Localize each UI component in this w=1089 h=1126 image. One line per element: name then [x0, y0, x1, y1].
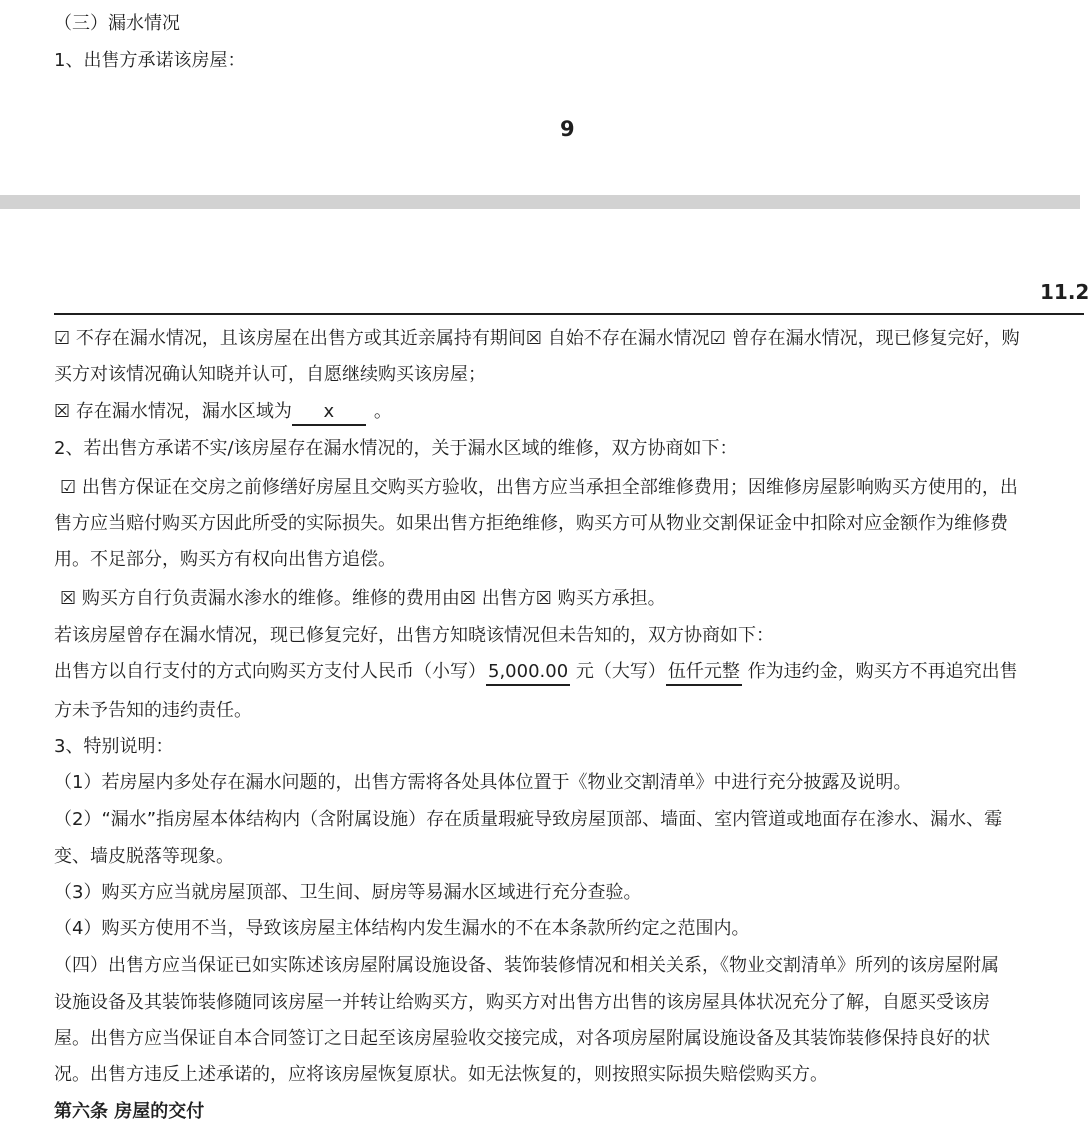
header-rule	[54, 313, 1084, 315]
special-notes-item: 3、特别说明：	[54, 736, 174, 757]
repaired-not-disclosed: 若该房屋曾存在漏水情况，现已修复完好，出售方知晓该情况但未告知的，双方协商如下：	[54, 625, 774, 646]
buyer-repair-option	[60, 585, 666, 613]
crossed-checkbox-icon[interactable]: ☒	[60, 588, 77, 609]
page-number: 9	[560, 117, 575, 141]
penalty-suffix: 作为违约金，购买方不再追究出售	[741, 661, 1018, 682]
leak-options-line	[54, 325, 1020, 353]
crossed-checkbox-icon[interactable]: ☒	[525, 328, 543, 349]
document-code: 11.2	[1040, 280, 1089, 304]
seller-repair-text-1: 出售方保证在交房之前修缮好房屋且交购买方验收，出售方应当承担全部维修费用；因维修房屋影响购买方使用的，出	[76, 477, 1018, 498]
penalty-line	[54, 658, 1018, 686]
crossed-checkbox-icon[interactable]: ☒	[535, 588, 552, 609]
seller-repair-text-3: 用。不足部分，购买方有权向出售方追偿。	[54, 549, 396, 570]
checked-checkbox-icon[interactable]: ☑	[54, 328, 71, 349]
penalty-prefix: 出售方以自行支付的方式向购买方支付人民币（小写）	[54, 661, 486, 682]
buyer-acknowledgement: 买方对该情况确认知晓并认可，自愿继续购买该房屋；	[54, 364, 486, 385]
period: 。	[373, 401, 392, 422]
option-no-leak-during-holding: 不存在漏水情况，且该房屋在出售方或其近亲属持有期间	[70, 328, 526, 349]
page-separator	[0, 195, 1080, 209]
option-leaked-repaired: 曾存在漏水情况，现已修复完好，购	[725, 328, 1020, 349]
option-leak-exists: 存在漏水情况，漏水区域为	[70, 401, 292, 422]
option-never-leaked: 自始不存在漏水情况	[542, 328, 710, 349]
note-1: （1）若房屋内多处存在漏水问题的，出售方需将各处具体位置于《物业交割清单》中进行充分披露及说明。	[54, 772, 912, 793]
cost-seller-option: 出售方	[476, 588, 536, 609]
penalty-amount-field[interactable]: 5,000.00	[486, 660, 570, 686]
note-3: （3）购买方应当就房屋顶部、卫生间、厨房等易漏水区域进行充分查验。	[54, 882, 642, 903]
crossed-checkbox-icon[interactable]: ☒	[54, 401, 71, 422]
penalty-middle: 元（大写）	[570, 661, 666, 682]
leak-area-field[interactable]: x	[292, 400, 366, 426]
article-6-heading: 第六条 房屋的交付	[54, 1101, 205, 1122]
note-4: （4）购买方使用不当，导致该房屋主体结构内发生漏水的不在本条款所约定之范围内。	[54, 918, 750, 939]
note-2-line-2: 变、墙皮脱落等现象。	[54, 846, 234, 867]
crossed-checkbox-icon[interactable]: ☒	[459, 588, 477, 609]
note-2-line-1: （2）“漏水”指房屋本体结构内（含附属设施）存在质量瑕疵导致房屋顶部、墙面、室内管道或地面存在渗水、漏水、霉	[54, 809, 1003, 830]
section-4-line-2: 设施设备及其装饰装修随同该房屋一并转让给购买方，购买方对出售方出售的该房屋具体状况充分了解，自愿买受该房	[54, 992, 990, 1013]
section-4-line-3: 屋。出售方应当保证自本合同签订之日起至该房屋验收交接完成，对各项房屋附属设施设备及其装饰装修保持良好的状	[54, 1028, 990, 1049]
penalty-line-2: 方未予告知的违约责任。	[54, 700, 252, 721]
seller-promise-item: 1、出售方承诺该房屋：	[54, 50, 246, 71]
repair-agreement-item: 2、若出售方承诺不实/该房屋存在漏水情况的，关于漏水区域的维修，双方协商如下：	[54, 438, 738, 459]
seller-repair-text-2: 售方应当赔付购买方因此所受的实际损失。如果出售方拒绝维修，购买方可从物业交割保证金中扣除对应金额作为维修费	[54, 513, 1008, 534]
buyer-repair-text: 购买方自行负责漏水渗水的维修。维修的费用由	[76, 588, 460, 609]
section-4-line-1: （四）出售方应当保证已如实陈述该房屋附属设施设备、装饰装修情况和相关关系，《物业交割清单》所列的该房屋附属	[54, 955, 999, 976]
checked-checkbox-icon[interactable]: ☑	[60, 477, 77, 498]
penalty-words-field[interactable]: 伍仟元整	[666, 660, 742, 686]
cost-buyer-option: 购买方承担。	[551, 588, 666, 609]
checked-checkbox-icon[interactable]: ☑	[709, 328, 726, 349]
leak-area-line	[54, 398, 392, 426]
seller-repair-option	[60, 474, 1018, 502]
section-title-leakage: （三）漏水情况	[54, 13, 180, 34]
section-4-line-4: 况。出售方违反上述承诺的，应将该房屋恢复原状。如无法恢复的，则按照实际损失赔偿购买方。	[54, 1064, 828, 1085]
